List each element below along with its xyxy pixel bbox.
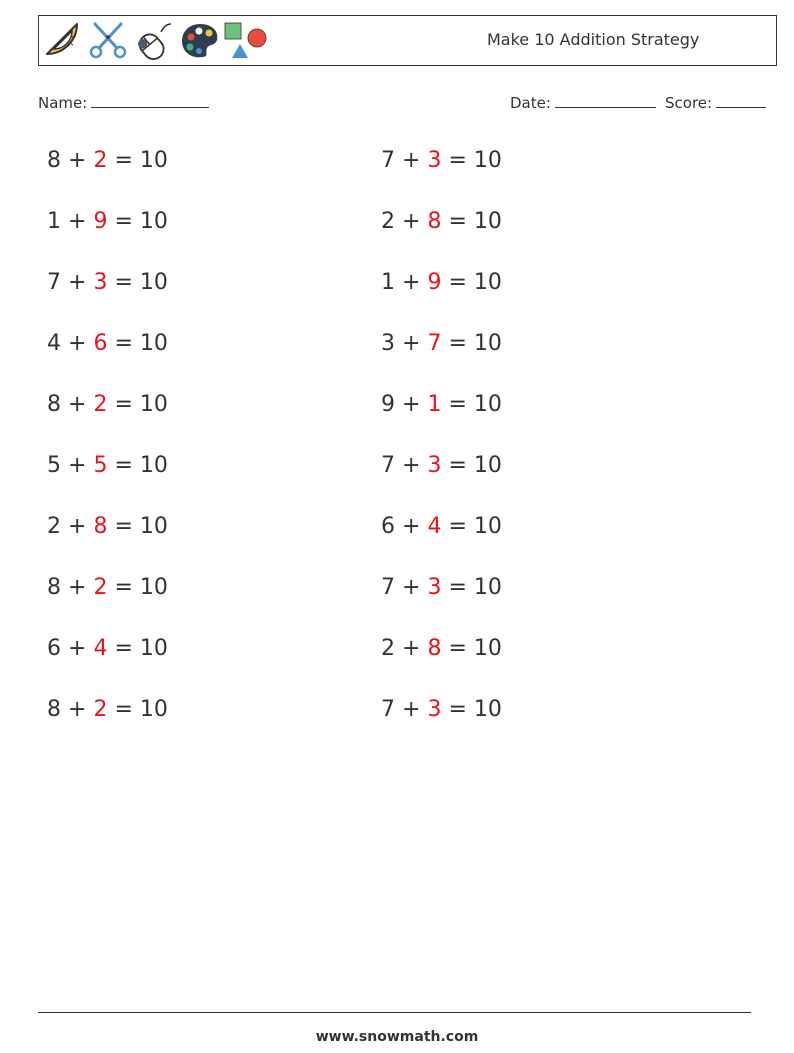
- plus-sign: +: [402, 575, 421, 600]
- addend-a: 4: [47, 331, 61, 356]
- plus-sign: +: [68, 148, 87, 173]
- answer: 2: [93, 575, 108, 600]
- answer: 9: [427, 270, 442, 295]
- sum: 10: [139, 697, 168, 722]
- plus-sign: +: [68, 636, 87, 661]
- date-field[interactable]: [510, 93, 656, 112]
- problem-left-9: [47, 636, 168, 661]
- equals-sign: =: [448, 575, 467, 600]
- answer: 7: [427, 331, 442, 356]
- plus-sign: +: [68, 453, 87, 478]
- sum: 10: [139, 392, 168, 417]
- worksheet-title: Make 10 Addition Strategy: [487, 30, 700, 49]
- equals-sign: =: [114, 209, 133, 234]
- plus-sign: +: [402, 331, 421, 356]
- date-blank[interactable]: [555, 93, 656, 108]
- plus-sign: +: [68, 331, 87, 356]
- addend-a: 9: [381, 392, 395, 417]
- answer: 2: [93, 392, 108, 417]
- problem-right-3: [381, 270, 502, 295]
- addend-a: 8: [47, 697, 61, 722]
- addend-a: 7: [381, 148, 395, 173]
- plus-sign: +: [402, 514, 421, 539]
- protractor-icon: [43, 20, 83, 60]
- plus-sign: +: [68, 392, 87, 417]
- addend-a: 5: [47, 453, 61, 478]
- problem-left-10: [47, 697, 168, 722]
- worksheet-header: [38, 15, 777, 66]
- addend-a: 2: [381, 636, 395, 661]
- answer: 2: [93, 697, 108, 722]
- sum: 10: [139, 331, 168, 356]
- equals-sign: =: [114, 453, 133, 478]
- addend-a: 7: [381, 453, 395, 478]
- plus-sign: +: [402, 636, 421, 661]
- problem-right-7: [381, 514, 502, 539]
- problem-right-4: [381, 331, 502, 356]
- equals-sign: =: [114, 636, 133, 661]
- sum: 10: [473, 636, 502, 661]
- scissors-icon: [87, 20, 129, 60]
- addend-a: 7: [381, 575, 395, 600]
- problem-left-4: [47, 331, 168, 356]
- shapes-icon: [223, 20, 271, 62]
- answer: 8: [93, 514, 108, 539]
- sum: 10: [139, 453, 168, 478]
- plus-sign: +: [68, 209, 87, 234]
- problem-left-3: [47, 270, 168, 295]
- name-blank[interactable]: [91, 93, 209, 108]
- plus-sign: +: [68, 514, 87, 539]
- equals-sign: =: [448, 331, 467, 356]
- sum: 10: [473, 453, 502, 478]
- equals-sign: =: [114, 514, 133, 539]
- equals-sign: =: [114, 575, 133, 600]
- answer: 1: [427, 392, 442, 417]
- equals-sign: =: [448, 697, 467, 722]
- addend-a: 1: [381, 270, 395, 295]
- problem-right-10: [381, 697, 502, 722]
- answer: 2: [93, 148, 108, 173]
- name-label: Name:: [38, 94, 88, 112]
- paint-palette-icon: [179, 20, 221, 60]
- answer: 6: [93, 331, 108, 356]
- problem-right-6: [381, 453, 502, 478]
- plus-sign: +: [402, 392, 421, 417]
- header-icons: [43, 20, 273, 62]
- addend-a: 2: [47, 514, 61, 539]
- addend-a: 6: [381, 514, 395, 539]
- sum: 10: [139, 209, 168, 234]
- sum: 10: [473, 270, 502, 295]
- answer: 9: [93, 209, 108, 234]
- problem-right-8: [381, 575, 502, 600]
- plus-sign: +: [402, 148, 421, 173]
- plus-sign: +: [402, 453, 421, 478]
- problem-right-9: [381, 636, 502, 661]
- addend-a: 6: [47, 636, 61, 661]
- sum: 10: [473, 575, 502, 600]
- score-label: Score:: [665, 94, 713, 112]
- name-field[interactable]: [38, 93, 209, 112]
- equals-sign: =: [448, 636, 467, 661]
- addend-a: 2: [381, 209, 395, 234]
- problem-left-6: [47, 453, 168, 478]
- equals-sign: =: [114, 331, 133, 356]
- answer: 3: [427, 453, 442, 478]
- plus-sign: +: [402, 697, 421, 722]
- equals-sign: =: [448, 270, 467, 295]
- sum: 10: [473, 514, 502, 539]
- plus-sign: +: [68, 697, 87, 722]
- addend-a: 3: [381, 331, 395, 356]
- footer-divider: [38, 1012, 751, 1013]
- addend-a: 8: [47, 392, 61, 417]
- answer: 3: [93, 270, 108, 295]
- equals-sign: =: [114, 697, 133, 722]
- addend-a: 8: [47, 575, 61, 600]
- addend-a: 7: [47, 270, 61, 295]
- plus-sign: +: [402, 270, 421, 295]
- plus-sign: +: [68, 575, 87, 600]
- footer-website: www.snowmath.com: [315, 1029, 479, 1045]
- addend-a: 7: [381, 697, 395, 722]
- problem-left-2: [47, 209, 168, 234]
- problem-left-5: [47, 392, 168, 417]
- sum: 10: [473, 392, 502, 417]
- answer: 4: [427, 514, 442, 539]
- addend-a: 8: [47, 148, 61, 173]
- equals-sign: =: [114, 270, 133, 295]
- problem-right-1: [381, 148, 502, 173]
- sum: 10: [139, 270, 168, 295]
- equals-sign: =: [448, 453, 467, 478]
- problem-right-2: [381, 209, 502, 234]
- plus-sign: +: [402, 209, 421, 234]
- equals-sign: =: [448, 148, 467, 173]
- sum: 10: [139, 575, 168, 600]
- computer-mouse-icon: [133, 20, 175, 60]
- problem-left-8: [47, 575, 168, 600]
- answer: 8: [427, 636, 442, 661]
- answer: 8: [427, 209, 442, 234]
- addend-a: 1: [47, 209, 61, 234]
- equals-sign: =: [448, 392, 467, 417]
- answer: 3: [427, 697, 442, 722]
- problem-left-7: [47, 514, 168, 539]
- equals-sign: =: [114, 392, 133, 417]
- answer: 3: [427, 575, 442, 600]
- sum: 10: [139, 514, 168, 539]
- answer: 3: [427, 148, 442, 173]
- answer: 5: [93, 453, 108, 478]
- sum: 10: [139, 636, 168, 661]
- answer: 4: [93, 636, 108, 661]
- sum: 10: [473, 697, 502, 722]
- date-label: Date:: [510, 94, 551, 112]
- problem-left-1: [47, 148, 168, 173]
- sum: 10: [473, 148, 502, 173]
- score-field[interactable]: [665, 93, 766, 112]
- sum: 10: [473, 331, 502, 356]
- equals-sign: =: [448, 209, 467, 234]
- sum: 10: [139, 148, 168, 173]
- sum: 10: [473, 209, 502, 234]
- plus-sign: +: [68, 270, 87, 295]
- problem-right-5: [381, 392, 502, 417]
- score-blank[interactable]: [716, 93, 766, 108]
- equals-sign: =: [114, 148, 133, 173]
- equals-sign: =: [448, 514, 467, 539]
